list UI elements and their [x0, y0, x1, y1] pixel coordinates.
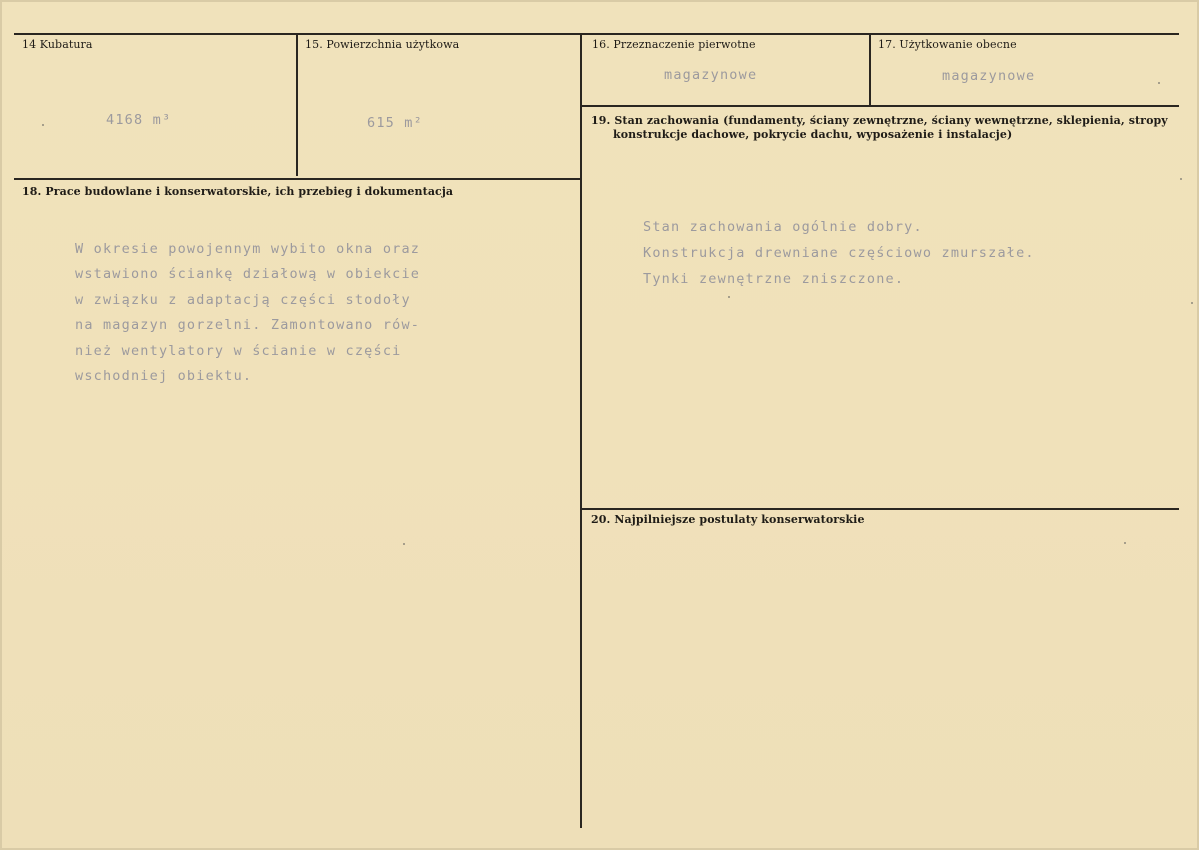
- rule-under-14-15: [14, 178, 581, 180]
- field-18-text-line: wstawiono ściankę działową w obiekcie: [75, 266, 421, 282]
- field-16-label: 16. Przeznaczenie pierwotne: [592, 38, 756, 51]
- field-19-label-line-1: 19. Stan zachowania (fundamenty, ściany zewnętrzne, ściany wewnętrzne, sklepienia, stropy: [591, 114, 1168, 127]
- paper-speck: [1191, 302, 1193, 304]
- rule-under-19: [581, 508, 1179, 510]
- paper-speck: [728, 296, 730, 298]
- rule-under-16-17: [581, 105, 1179, 107]
- paper-speck: [1124, 542, 1126, 544]
- paper-speck: [1180, 178, 1182, 180]
- field-14-value: 4168 m³: [106, 112, 172, 128]
- paper-speck: [42, 124, 44, 126]
- field-18-text-line: wschodniej obiektu.: [75, 368, 253, 384]
- field-19-text-line: Konstrukcja drewniane częściowo zmurszałe.: [643, 245, 1035, 261]
- field-18-text-line: na magazyn gorzelni. Zamontowano rów-: [75, 317, 421, 333]
- field-19-label-line-2: konstrukcje dachowe, pokrycie dachu, wyposażenie i instalacje): [613, 128, 1013, 141]
- divider-14-15: [296, 34, 298, 176]
- center-divider: [580, 34, 582, 828]
- field-18-text-line: nież wentylatory w ścianie w części: [75, 343, 402, 359]
- field-19-text-line: Stan zachowania ogólnie dobry.: [643, 219, 923, 235]
- field-15-label: 15. Powierzchnia użytkowa: [305, 38, 460, 51]
- paper-speck: [1158, 82, 1160, 84]
- divider-16-17: [869, 34, 871, 105]
- top-rule: [14, 33, 1179, 35]
- field-18-text-line: w związku z adaptacją części stodoły: [75, 292, 411, 308]
- field-20-label: 20. Najpilniejsze postulaty konserwatorskie: [591, 513, 865, 526]
- field-19-text-line: Tynki zewnętrzne zniszczone.: [643, 271, 905, 287]
- field-16-value: magazynowe: [664, 67, 758, 83]
- paper-speck: [403, 543, 405, 545]
- field-15-value: 615 m²: [367, 115, 423, 131]
- field-14-label: 14 Kubatura: [22, 38, 93, 51]
- field-18-label: 18. Prace budowlane i konserwatorskie, ich przebieg i dokumentacja: [22, 185, 454, 198]
- field-17-value: magazynowe: [942, 68, 1036, 84]
- field-17-label: 17. Użytkowanie obecne: [878, 38, 1017, 51]
- field-18-text-line: W okresie powojennym wybito okna oraz: [75, 241, 421, 257]
